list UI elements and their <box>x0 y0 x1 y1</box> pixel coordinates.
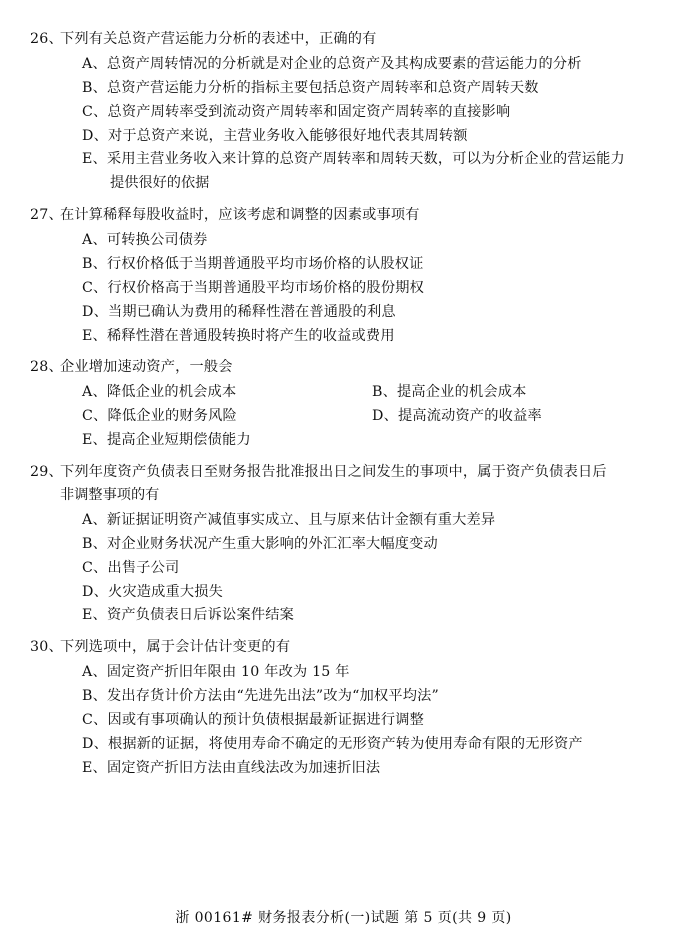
option-label: A、 <box>82 664 107 681</box>
question-text: 下列年度资产负债表日至财务报告批准报出日之间发生的事项中，属于资产负债表日后 <box>60 464 607 481</box>
option-b[interactable] <box>82 253 658 277</box>
option-text: 总资产周转率受到流动资产周转率和固定资产周转率的直接影响 <box>107 103 511 120</box>
option-c[interactable] <box>82 557 658 581</box>
option-label: A、 <box>82 56 107 72</box>
option-text: 采用主营业务收入来计算的总资产周转率和周转天数，可以为分析企业的营运能力 <box>106 151 625 168</box>
option-text: 行权价格低于当期普通股平均市场价格的认股权证 <box>107 256 424 273</box>
question-stem <box>30 636 658 659</box>
option-label: B、 <box>372 384 398 401</box>
option-text: 新证据证明资产减值事实成立、且与原来估计金额有重大差异 <box>106 512 496 529</box>
option-label: B、 <box>82 688 108 705</box>
option-label: C、 <box>82 103 108 120</box>
option-e[interactable] <box>82 757 658 781</box>
option-label: D、 <box>82 583 108 600</box>
option-label: D、 <box>82 127 108 144</box>
option-a[interactable] <box>82 509 658 533</box>
option-text: 火灾造成重大损失 <box>107 583 224 600</box>
option-text: 降低企业的机会成本 <box>106 384 237 401</box>
question-stem-continuation: 非调整事项的有 <box>60 487 160 504</box>
option-text: 出售子公司 <box>107 559 180 576</box>
option-label: A、 <box>82 512 107 529</box>
option-label: C、 <box>82 559 108 576</box>
option-label: C、 <box>82 408 108 425</box>
option-text: 发出存货计价方法由“先进先出法”改为“加权平均法” <box>107 688 439 705</box>
option-text: 固定资产折旧方法由直线法改为加速折旧法 <box>106 759 381 776</box>
option-text: 降低企业的财务风险 <box>107 408 237 425</box>
option-text: 当期已确认为费用的稀释性潜在普通股的利息 <box>107 303 396 320</box>
option-label: B、 <box>82 535 108 552</box>
option-b[interactable] <box>82 685 658 709</box>
question-27 <box>30 204 658 348</box>
question-28 <box>30 356 658 453</box>
option-label: E、 <box>82 607 107 624</box>
question-text: 在计算稀释每股收益时，应该考虑和调整的因素或事项有 <box>60 207 420 224</box>
option-d[interactable] <box>372 405 658 429</box>
option-text: 总资产周转情况的分析就是对企业的总资产及其构成要素的营运能力的分析 <box>106 56 582 72</box>
option-label: D、 <box>82 303 108 320</box>
option-d[interactable] <box>82 733 658 757</box>
option-text: 总资产营运能力分析的指标主要包括总资产周转率和总资产周转天数 <box>107 79 539 96</box>
page-footer: 浙 00161# 财务报表分析(一)试题 第 5 页(共 9 页) <box>175 910 512 926</box>
option-label: D、 <box>82 735 108 752</box>
option-list <box>30 509 658 628</box>
option-c[interactable] <box>82 405 372 429</box>
option-list <box>30 229 658 348</box>
option-label: A、 <box>82 232 107 249</box>
option-a[interactable] <box>82 381 372 405</box>
option-row <box>82 429 658 453</box>
question-number: 28、 <box>30 359 63 376</box>
option-text: 行权价格高于当期普通股平均市场价格的股份期权 <box>107 279 424 296</box>
option-d[interactable] <box>82 301 658 325</box>
question-text: 企业增加速动资产，一般会 <box>60 359 233 376</box>
question-number: 27、 <box>30 207 63 224</box>
option-label: C、 <box>82 712 108 729</box>
option-text: 对于总资产来说，主营业务收入能够很好地代表其周转额 <box>107 127 468 144</box>
question-stem <box>30 28 658 51</box>
option-text: 提高企业的机会成本 <box>397 384 527 401</box>
option-label: E、 <box>82 432 107 449</box>
option-text: 对企业财务状况产生重大影响的外汇汇率大幅度变动 <box>107 535 438 552</box>
option-b[interactable] <box>82 533 658 557</box>
option-row <box>82 381 658 405</box>
question-26 <box>30 28 658 196</box>
option-d[interactable] <box>82 125 658 149</box>
option-b[interactable] <box>372 381 658 405</box>
option-text: 可转换公司债券 <box>106 232 208 249</box>
question-list <box>30 28 658 789</box>
option-label: C、 <box>82 279 108 296</box>
option-a[interactable] <box>82 661 658 685</box>
option-label: B、 <box>82 79 108 96</box>
option-e[interactable] <box>82 429 372 453</box>
option-label: D、 <box>372 408 398 425</box>
option-text: 提高流动资产的收益率 <box>397 408 542 425</box>
option-text: 提高企业短期偿债能力 <box>106 432 251 449</box>
option-label: E、 <box>82 759 107 776</box>
question-stem <box>30 356 658 379</box>
option-list <box>30 661 658 780</box>
question-number: 30、 <box>30 639 63 656</box>
option-label: A、 <box>82 384 107 401</box>
option-e-continuation: 提供很好的依据 <box>110 175 210 192</box>
option-c[interactable] <box>82 709 658 733</box>
option-c[interactable] <box>82 101 658 125</box>
question-30 <box>30 636 658 780</box>
option-c[interactable] <box>82 277 658 301</box>
option-text: 固定资产折旧年限由 10 年改为 15 年 <box>106 664 350 681</box>
option-text: 资产负债表日后诉讼案件结案 <box>106 607 294 624</box>
option-text: 根据新的证据，将使用寿命不确定的无形资产转为使用寿命有限的无形资产 <box>107 735 583 752</box>
option-row <box>82 405 658 429</box>
question-text: 下列选项中，属于会计估计变更的有 <box>60 639 291 656</box>
option-e[interactable] <box>82 325 658 349</box>
option-b[interactable] <box>82 77 658 101</box>
option-d[interactable] <box>82 581 658 605</box>
option-a[interactable] <box>82 229 658 253</box>
option-e[interactable] <box>82 604 658 628</box>
question-text: 下列有关总资产营运能力分析的表述中，正确的有 <box>60 31 377 47</box>
option-e[interactable] <box>82 148 658 172</box>
question-stem <box>30 461 658 484</box>
option-a[interactable] <box>82 53 658 77</box>
option-label: E、 <box>82 327 107 344</box>
option-label: E、 <box>82 151 107 168</box>
option-text: 因或有事项确认的预计负债根据最新证据进行调整 <box>107 712 424 729</box>
option-text: 稀释性潜在普通股转换时将产生的收益或费用 <box>106 327 395 344</box>
option-list <box>30 381 658 453</box>
option-label: B、 <box>82 256 108 273</box>
question-29 <box>30 461 658 628</box>
option-list <box>30 53 658 196</box>
question-number: 26、 <box>30 31 63 47</box>
question-number: 29、 <box>30 464 63 481</box>
question-stem <box>30 204 658 227</box>
